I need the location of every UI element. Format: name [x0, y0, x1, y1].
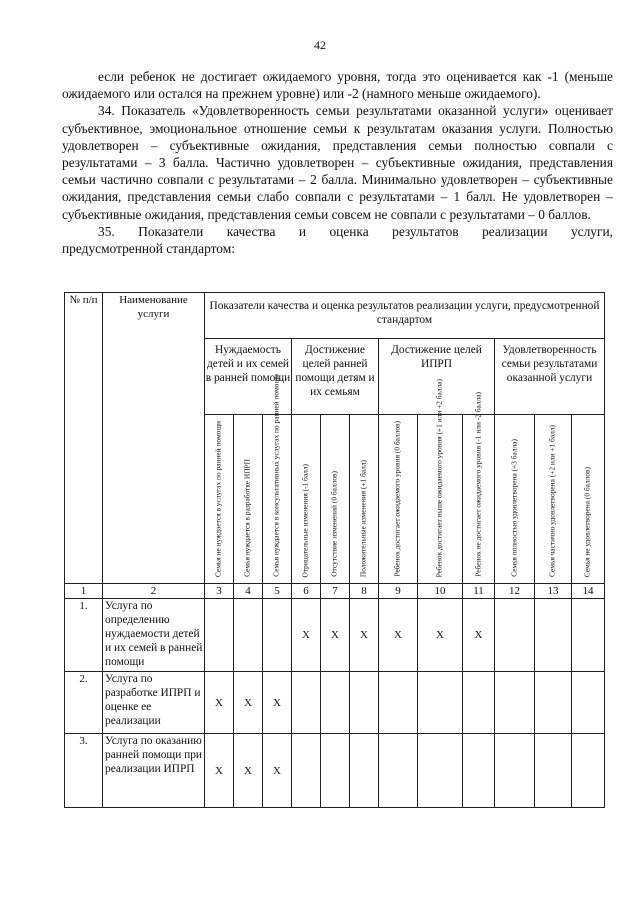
subcol-header	[234, 415, 263, 584]
mark-cell	[205, 599, 234, 672]
mark-cell	[292, 734, 321, 808]
row-number: 3.	[65, 734, 103, 808]
mark-cell	[495, 734, 535, 808]
mark-cell: X	[379, 599, 418, 672]
mark-cell: X	[292, 599, 321, 672]
mark-cell	[350, 672, 379, 734]
group-satisfaction: Удовлетворенность семьи результатами оказанной услуги	[495, 339, 605, 415]
mark-cell	[535, 734, 572, 808]
mark-cell	[321, 734, 350, 808]
group-goals-early-help: Достижение целей ранней помощи детям и их семьям	[292, 339, 379, 415]
group-need: Нуждаемость детей и их семей в ранней помощи	[205, 339, 292, 415]
column-number: 11	[463, 584, 495, 599]
paragraph-35: 35. Показатели качества и оценка результатов реализации услуги,	[98, 223, 613, 239]
subcol-label: Семья нуждается в разработке ИПРП	[242, 459, 252, 577]
column-number: 5	[263, 584, 292, 599]
mark-cell	[463, 734, 495, 808]
mark-cell	[263, 599, 292, 672]
subcol-header	[572, 415, 605, 584]
subcol-header	[292, 415, 321, 584]
group-goals-iprp: Достижение целей ИПРП	[379, 339, 495, 415]
mark-cell: X	[234, 734, 263, 808]
mark-cell	[463, 672, 495, 734]
subcol-label: Семья полностью удовлетворена (+3 балла)	[509, 439, 519, 577]
subcol-label: Семья нуждается в консультативных услугах по ранней помощи	[271, 374, 281, 577]
mark-cell	[418, 734, 463, 808]
column-number: 9	[379, 584, 418, 599]
quality-indicators-table	[64, 292, 605, 808]
subcol-label: Положительные изменения (+1 балл)	[358, 459, 368, 577]
mark-cell: X	[263, 672, 292, 734]
column-number: 8	[350, 584, 379, 599]
mark-cell	[572, 599, 605, 672]
table-row	[65, 672, 605, 734]
mark-cell	[495, 599, 535, 672]
mark-cell: X	[263, 734, 292, 808]
subcol-header	[350, 415, 379, 584]
mark-cell	[495, 672, 535, 734]
column-number: 13	[535, 584, 572, 599]
subcol-header	[495, 415, 535, 584]
mark-cell: X	[350, 599, 379, 672]
subcol-label: Отрицательные изменения (-1 балл)	[300, 463, 310, 577]
mark-cell	[572, 734, 605, 808]
subcol-header	[379, 415, 418, 584]
subcol-header	[463, 392, 495, 584]
column-number: 1	[65, 584, 103, 599]
mark-cell: X	[205, 734, 234, 808]
subcol-header	[321, 415, 350, 584]
paragraph-35-cont: предусмотренной стандартом:	[62, 241, 235, 257]
mark-cell	[572, 672, 605, 734]
row-number: 2.	[65, 672, 103, 734]
column-number: 4	[234, 584, 263, 599]
page-number: 42	[314, 38, 326, 52]
header-service-name: Наименование услуги	[103, 293, 205, 584]
mark-cell	[535, 672, 572, 734]
mark-cell	[234, 599, 263, 672]
paragraph-1: если ребенок не достигает ожидаемого уровня, тогда это оценивается как -1 (меньше ожидаемого или остался на прежнем уровне) или -2 (намного меньше ожидаемого).	[62, 69, 613, 102]
row-number: 1.	[65, 599, 103, 672]
mark-cell: X	[463, 599, 495, 672]
subcol-header	[535, 415, 572, 584]
mark-cell: X	[234, 672, 263, 734]
mark-cell	[292, 672, 321, 734]
subcol-label: Ребенок не достигает ожидаемого уровня (-1 или -2 балла)	[473, 392, 483, 577]
subcol-header	[418, 378, 463, 584]
mark-cell: X	[321, 599, 350, 672]
service-name: Услуга по оказанию ранней помощи при реализации ИПРП	[103, 734, 205, 808]
paragraph-34: 34. Показатель «Удовлетворенность семьи результатами оказанной услуги» оценивает субъективное, эмоциональное отношение семьи к результатам оказания услуги. Полностью удовлетворен – субъективные ожидания, представления семьи полностью совпали с результатами – 3 балла. Частично удовлетворен – субъективные ожидания, представления семьи частично совпали с результатами – 2 балла. Минимально удовлетворен – субъективные ожидания, представления семьи слабо совпали с результатами – 1 балл. Не удовлетворен – субъективные ожидания, представления семьи совсем не совпали с результатами – 0 баллов.	[62, 103, 613, 222]
column-number: 7	[321, 584, 350, 599]
subcol-header	[263, 374, 292, 584]
column-number: 14	[572, 584, 605, 599]
subcol-label: Ребенок достигает выше ожидаемого уровня (+1 или +2 балла)	[434, 378, 444, 577]
mark-cell	[321, 672, 350, 734]
subcol-label: Семья не удовлетворена (0 баллов)	[582, 466, 592, 577]
subcol-label: Семья не нуждается в услугах по ранней помощи	[213, 420, 223, 577]
column-number: 3	[205, 584, 234, 599]
mark-cell	[418, 672, 463, 734]
mark-cell	[379, 672, 418, 734]
column-number: 10	[418, 584, 463, 599]
header-indicators: Показатели качества и оценка результатов реализации услуги, предусмотренной стандартом	[205, 293, 605, 339]
column-number: 6	[292, 584, 321, 599]
subcol-label: Ребенок достигает ожидаемого уровня (0 баллов)	[392, 421, 402, 577]
mark-cell	[379, 734, 418, 808]
table-row	[65, 599, 605, 672]
subcol-header	[205, 415, 234, 584]
service-name: Услуга по определению нуждаемости детей и их семей в ранней помощи	[103, 599, 205, 672]
mark-cell	[535, 599, 572, 672]
mark-cell: X	[205, 672, 234, 734]
mark-cell	[350, 734, 379, 808]
body-text	[62, 68, 613, 257]
header-no: № п/п	[65, 293, 103, 584]
service-name: Услуга по разработке ИПРП и оценке ее реализации	[103, 672, 205, 734]
column-number: 2	[103, 584, 205, 599]
mark-cell: X	[418, 599, 463, 672]
subcol-label: Семья частично удовлетворена (+2 или +1 балл)	[547, 424, 557, 577]
column-number: 12	[495, 584, 535, 599]
table-row	[65, 734, 605, 808]
subcol-label: Отсутствие изменений (0 баллов)	[329, 471, 339, 577]
